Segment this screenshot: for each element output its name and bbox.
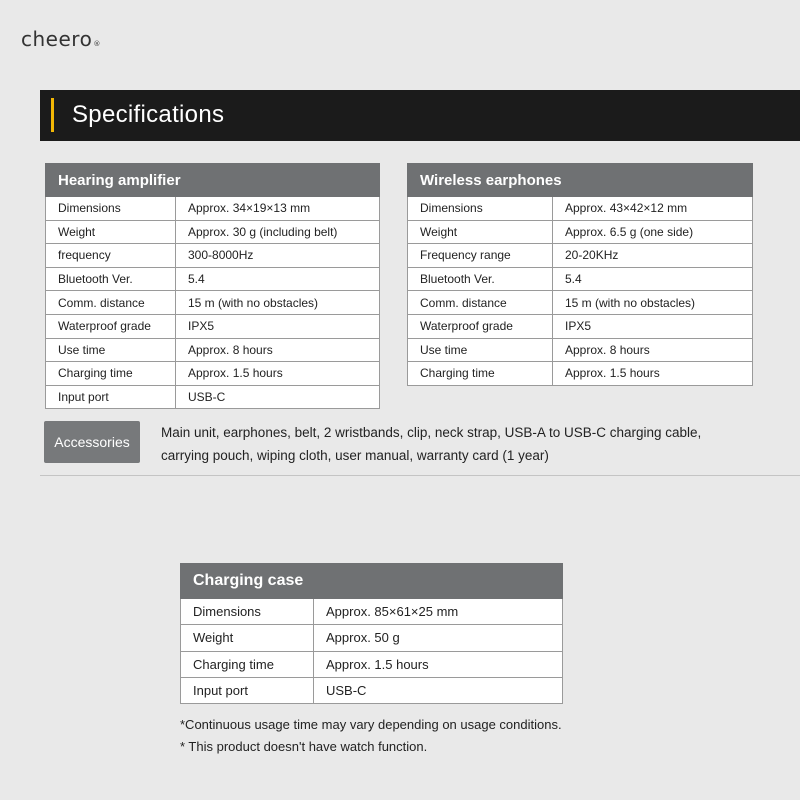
table-title: Hearing amplifier <box>46 164 380 197</box>
table-row <box>46 220 380 244</box>
spec-value: Approx. 50 g <box>314 625 563 651</box>
spec-key: Weight <box>46 220 176 244</box>
spec-key: Charging time <box>408 362 553 386</box>
spec-key: Use time <box>408 338 553 362</box>
table-row <box>408 338 753 362</box>
charging-case-table <box>180 563 563 704</box>
spec-value: USB-C <box>314 677 563 703</box>
section-banner <box>40 90 800 141</box>
table-row <box>46 338 380 362</box>
table-row <box>181 677 563 703</box>
spec-key: Use time <box>46 338 176 362</box>
table-title: Wireless earphones <box>408 164 753 197</box>
spec-value: Approx. 1.5 hours <box>314 651 563 677</box>
table-row <box>46 385 380 409</box>
spec-value: 5.4 <box>553 267 753 291</box>
brand-logo <box>21 27 101 51</box>
spec-value: Approx. 8 hours <box>553 338 753 362</box>
table-title: Charging case <box>181 564 563 599</box>
spec-key: frequency <box>46 244 176 268</box>
spec-value: 5.4 <box>176 267 380 291</box>
accessories-line: Main unit, earphones, belt, 2 wristbands, clip, neck strap, USB-A to USB-C charging cable, <box>161 425 702 440</box>
spec-value: 300-8000Hz <box>176 244 380 268</box>
spec-value: Approx. 1.5 hours <box>553 362 753 386</box>
table-row <box>46 314 380 338</box>
table-row <box>46 362 380 386</box>
logo-text: cheero <box>21 27 93 51</box>
spec-value: 15 m (with no obstacles) <box>176 291 380 315</box>
table-row <box>46 244 380 268</box>
spec-value: Approx. 43×42×12 mm <box>553 197 753 221</box>
table-row <box>181 599 563 625</box>
table-row <box>408 244 753 268</box>
table-row <box>181 625 563 651</box>
accessories-list <box>161 421 761 467</box>
spec-key: Comm. distance <box>408 291 553 315</box>
table-row <box>408 267 753 291</box>
spec-value: Approx. 8 hours <box>176 338 380 362</box>
spec-key: Charging time <box>46 362 176 386</box>
accessories-line: carrying pouch, wiping cloth, user manual, warranty card (1 year) <box>161 448 549 463</box>
table-row <box>46 291 380 315</box>
footnote: *Continuous usage time may vary depending on usage conditions. <box>180 717 562 732</box>
spec-key: Comm. distance <box>46 291 176 315</box>
spec-value: Approx. 34×19×13 mm <box>176 197 380 221</box>
spec-key: Charging time <box>181 651 314 677</box>
registered-mark: ® <box>93 40 101 48</box>
table-row <box>408 197 753 221</box>
table-row <box>408 291 753 315</box>
spec-key: Waterproof grade <box>408 314 553 338</box>
spec-value: 15 m (with no obstacles) <box>553 291 753 315</box>
section-title: Specifications <box>72 101 225 128</box>
spec-key: Weight <box>181 625 314 651</box>
spec-key: Waterproof grade <box>46 314 176 338</box>
spec-value: 20-20KHz <box>553 244 753 268</box>
table-row <box>408 314 753 338</box>
spec-key: Dimensions <box>46 197 176 221</box>
spec-key: Frequency range <box>408 244 553 268</box>
spec-value: IPX5 <box>553 314 753 338</box>
accent-bar <box>51 98 54 132</box>
footnote: * This product doesn't have watch function. <box>180 739 428 754</box>
spec-key: Input port <box>46 385 176 409</box>
spec-key: Dimensions <box>408 197 553 221</box>
spec-value: IPX5 <box>176 314 380 338</box>
table-row <box>46 197 380 221</box>
spec-value: Approx. 1.5 hours <box>176 362 380 386</box>
table-row <box>181 651 563 677</box>
spec-key: Bluetooth Ver. <box>46 267 176 291</box>
spec-key: Dimensions <box>181 599 314 625</box>
spec-value: Approx. 6.5 g (one side) <box>553 220 753 244</box>
table-row <box>46 267 380 291</box>
spec-value: Approx. 85×61×25 mm <box>314 599 563 625</box>
hearing-amplifier-table <box>45 163 380 409</box>
table-row <box>408 362 753 386</box>
spec-key: Input port <box>181 677 314 703</box>
spec-value: USB-C <box>176 385 380 409</box>
table-row <box>408 220 753 244</box>
divider <box>40 475 800 476</box>
spec-key: Weight <box>408 220 553 244</box>
accessories-label: Accessories <box>44 421 140 463</box>
spec-value: Approx. 30 g (including belt) <box>176 220 380 244</box>
wireless-earphones-table <box>407 163 753 386</box>
spec-key: Bluetooth Ver. <box>408 267 553 291</box>
